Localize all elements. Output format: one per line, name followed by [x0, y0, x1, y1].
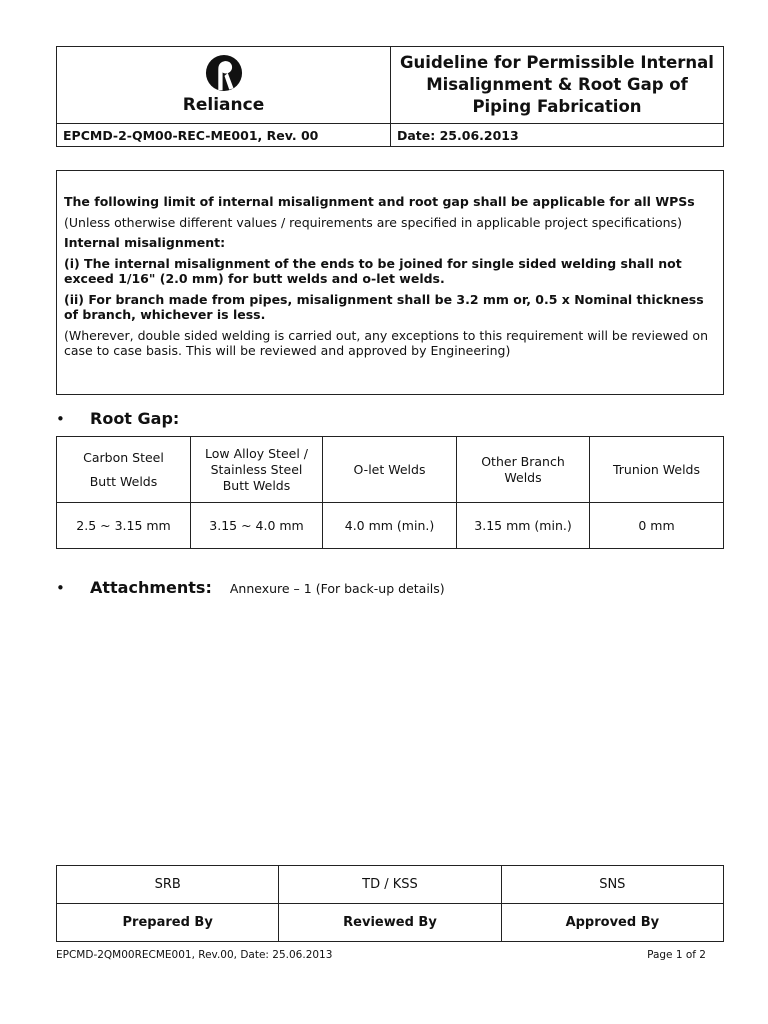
reliance-logo-icon: [205, 54, 243, 92]
root-gap-table: [56, 436, 724, 549]
attachments-section-heading: [56, 578, 445, 597]
header-divider-horizontal: [57, 123, 723, 124]
prepared-by-label: Prepared By: [57, 904, 279, 942]
root-gap-section-heading: [56, 409, 179, 428]
signoff-roles-row: [57, 904, 724, 942]
preparer-initials: SRB: [57, 866, 279, 904]
table-row: [57, 503, 724, 549]
table-header-cell: Trunion Welds: [590, 437, 724, 503]
exception-note: (Wherever, double sided welding is carried out, any exceptions to this requirement will be reviewed on case to case basis. This will be reviewed and approved by Engineering): [64, 327, 708, 358]
document-title: Guideline for Permissible Internal Misalignment & Root Gap of Piping Fabrication: [400, 53, 714, 116]
bullet: •: [56, 579, 65, 597]
misalignment-point-2: (ii) For branch made from pipes, misalignment shall be 3.2 mm or, 0.5 x Nominal thickness of branch, whichever is less.: [64, 291, 704, 322]
table-cell: 0 mm: [590, 503, 724, 549]
footer-page-number: Page 1 of 2: [647, 949, 706, 961]
document-date: Date: 25.06.2013: [397, 128, 519, 143]
document-header: [56, 46, 724, 147]
misalignment-heading: Internal misalignment:: [64, 235, 226, 250]
table-cell: 4.0 mm (min.): [323, 503, 457, 549]
signoff-table: [56, 865, 724, 942]
table-header-cell: Low Alloy Steel / Stainless Steel Butt Welds: [191, 437, 323, 503]
document-code: EPCMD-2-QM00-REC-ME001, Rev. 00: [63, 128, 319, 143]
intro-statement: The following limit of internal misalignment and root gap shall be applicable for all WPSs: [64, 194, 695, 209]
spec-note: (Unless otherwise different values / requirements are specified in applicable project specifications): [64, 214, 682, 230]
attachments-reference: Annexure – 1 (For back-up details): [229, 581, 445, 596]
reviewed-by-label: Reviewed By: [279, 904, 501, 942]
footer-document-ref: EPCMD-2QM00RECME001, Rev.00, Date: 25.06.2013: [56, 949, 333, 961]
misalignment-point-1: (i) The internal misalignment of the ends to be joined for single sided welding shall not exceed 1/16" (2.0 mm) for butt welds and o-let welds.: [64, 255, 682, 286]
reviewer-initials: TD / KSS: [279, 866, 501, 904]
signoff-names-row: [57, 866, 724, 904]
table-cell: 2.5 ~ 3.15 mm: [57, 503, 191, 549]
approver-initials: SNS: [501, 866, 723, 904]
attachments-heading: Attachments:: [90, 578, 212, 597]
root-gap-heading: Root Gap:: [90, 409, 180, 428]
company-logo-block: [57, 47, 390, 123]
bullet: •: [56, 410, 65, 428]
approved-by-label: Approved By: [501, 904, 723, 942]
table-header-row: [57, 437, 724, 503]
company-name: Reliance: [182, 95, 265, 115]
requirements-box: [56, 170, 724, 395]
table-header-cell: O-let Welds: [323, 437, 457, 503]
table-header-cell: Other Branch Welds: [457, 437, 590, 503]
table-cell: 3.15 mm (min.): [457, 503, 590, 549]
table-cell: 3.15 ~ 4.0 mm: [191, 503, 323, 549]
table-header-cell: Carbon Steel Butt Welds: [57, 437, 191, 503]
